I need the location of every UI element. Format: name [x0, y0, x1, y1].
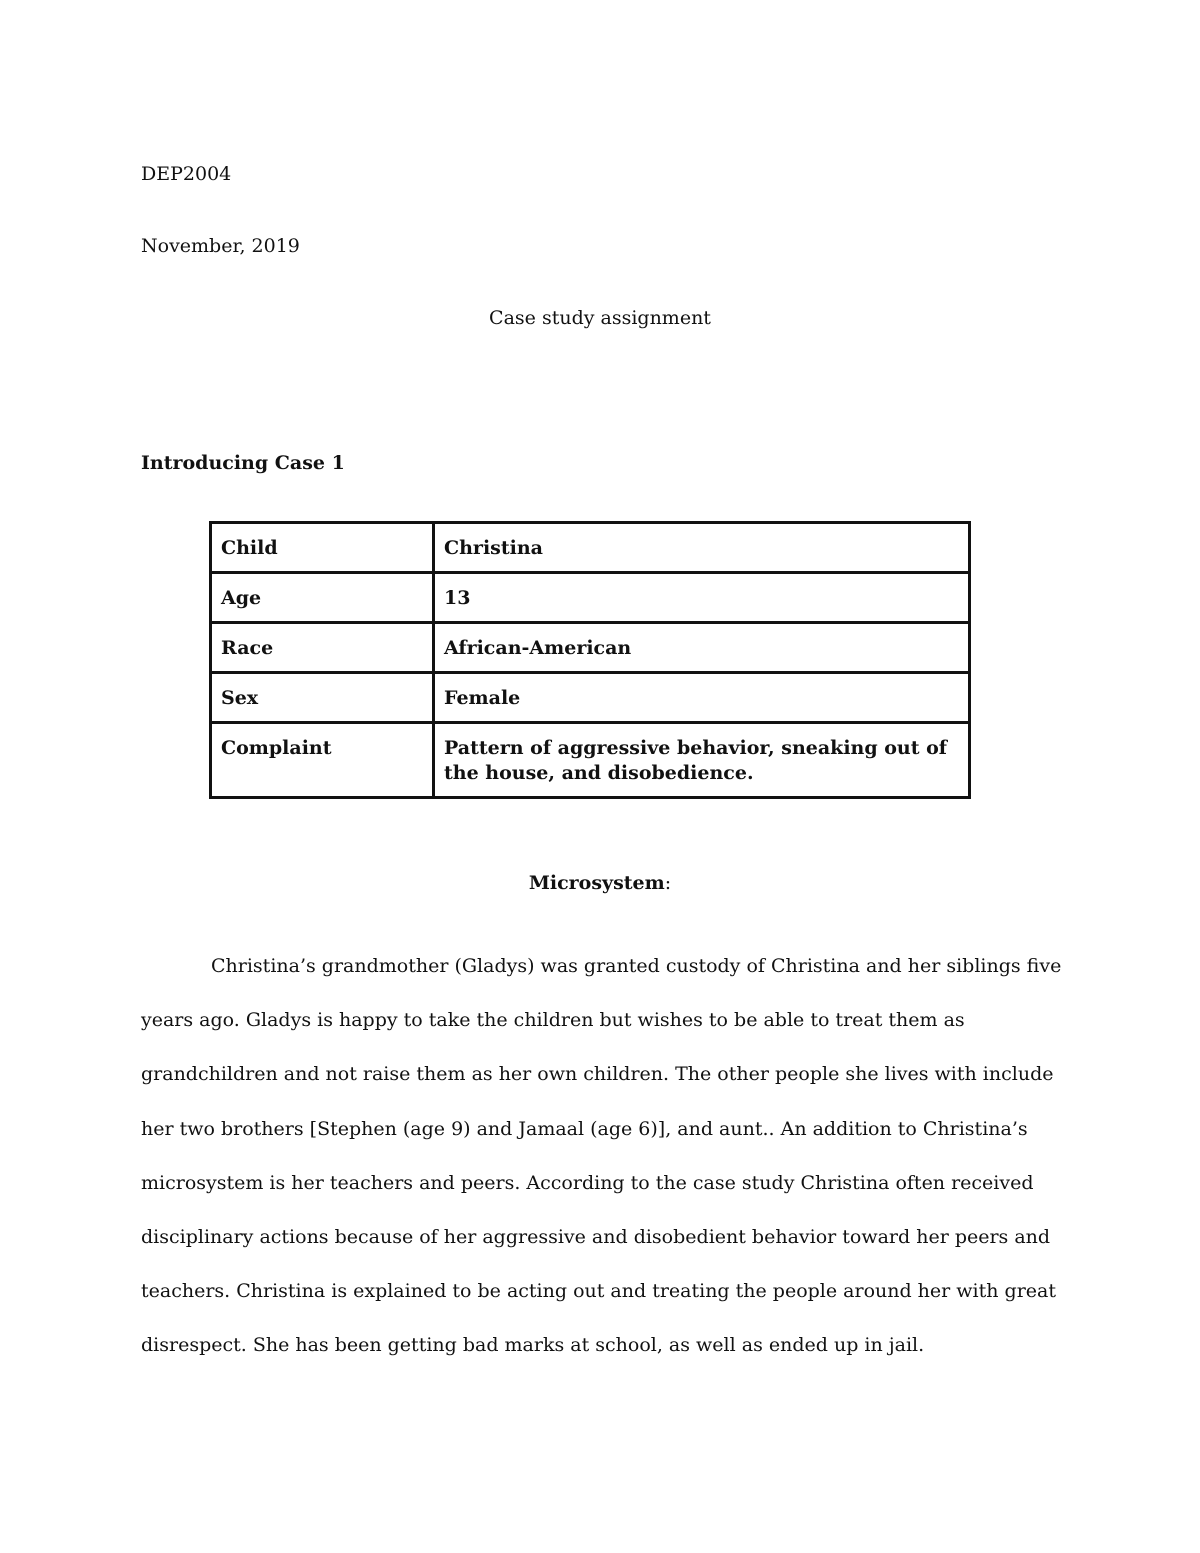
row-label-child: Child — [211, 523, 434, 573]
table-row — [211, 673, 970, 723]
course-code: DEP2004 — [141, 163, 232, 185]
row-label-race: Race — [211, 623, 434, 673]
row-label-age: Age — [211, 573, 434, 623]
document-title: Case study assignment — [489, 307, 711, 329]
table-row — [211, 623, 970, 673]
row-value-child: Christina — [434, 523, 970, 573]
row-value-complaint: Pattern of aggressive behavior, sneaking out of the house, and disobedience. — [434, 723, 970, 798]
table-row — [211, 523, 970, 573]
microsystem-heading — [0, 871, 1200, 895]
microsystem-heading-colon: : — [664, 872, 672, 894]
row-value-sex: Female — [434, 673, 970, 723]
row-value-age: 13 — [434, 573, 970, 623]
row-value-race: African-American — [434, 623, 970, 673]
case-heading: Introducing Case 1 — [141, 452, 345, 474]
case-info-table — [209, 521, 971, 799]
microsystem-heading-text: Microsystem — [528, 872, 665, 894]
row-label-complaint: Complaint — [211, 723, 434, 798]
microsystem-paragraph: Christina’s grandmother (Gladys) was granted custody of Christina and her siblings five years ago. Gladys is happy to take the children but wishes to be able to treat them as grandchildren and not raise them as her own children. The other people she lives with include her two brothers [Stephen (age 9) and Jamaal (age 6)], and aunt.. An addition to Christina’s microsystem is her teachers and peers. According to the case study Christina often received disciplinary actions because of her aggressive and disobedient behavior toward her peers and teachers. Christina is explained to be acting out and treating the people around her with great disrespect. She has been getting bad marks at school, as well as ended up in jail. — [141, 955, 1062, 1357]
table-row — [211, 573, 970, 623]
table-row — [211, 723, 970, 798]
row-label-sex: Sex — [211, 673, 434, 723]
document-date: November, 2019 — [141, 235, 300, 257]
